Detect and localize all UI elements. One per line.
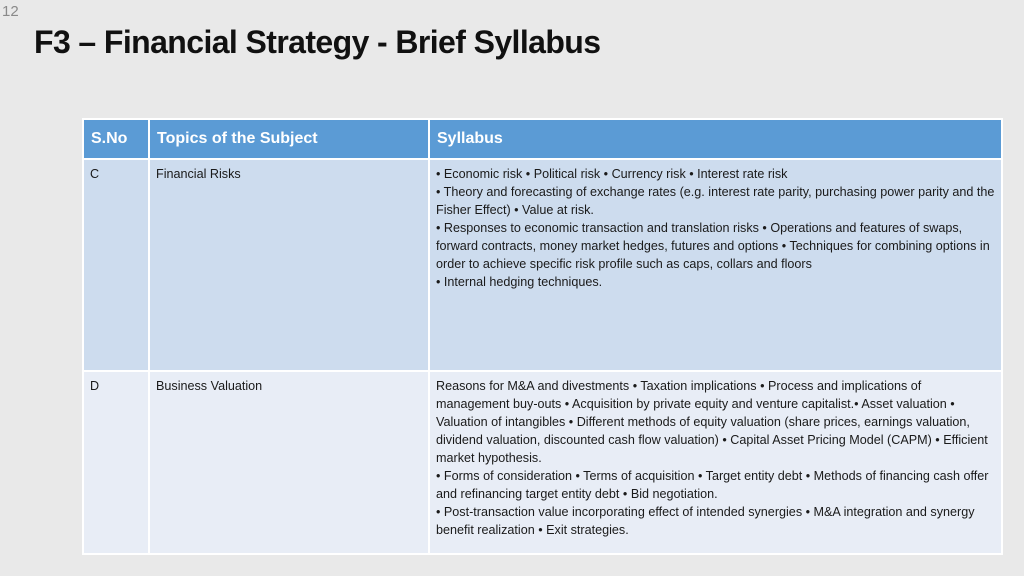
cell-topic: Financial Risks — [149, 159, 429, 371]
syllabus-line: • Responses to economic transaction and translation risks • Operations and features of swaps, forward contracts, money market hedges, futures and options • Techniques for combining options in order to achieve specific risk profile such as caps, collars and floors — [436, 221, 990, 271]
cell-sno: C — [83, 159, 149, 371]
table-row — [83, 371, 1002, 554]
syllabus-line: • Economic risk • Political risk • Currency risk • Interest rate risk — [436, 167, 788, 181]
cell-syllabus — [429, 371, 1002, 554]
header-syllabus: Syllabus — [429, 119, 1002, 159]
syllabus-line: • Forms of consideration • Terms of acquisition • Target entity debt • Methods of financing cash offer and refinancing target entity debt • Bid negotiation. — [436, 469, 989, 501]
cell-syllabus — [429, 159, 1002, 371]
syllabus-line: • Internal hedging techniques. — [436, 275, 603, 289]
page-title: F3 – Financial Strategy - Brief Syllabus — [34, 24, 601, 60]
cell-topic: Business Valuation — [149, 371, 429, 554]
syllabus-table — [82, 118, 1003, 555]
cell-sno: D — [83, 371, 149, 554]
syllabus-line: Reasons for M&A and divestments • Taxation implications • Process and implications of management buy-outs • Acquisition by private equity and venture capitalist.• Asset valuation • Valuation of intangibles • Different methods of equity valuation (share prices, earnings valuation, dividend valuation, discounted cash flow valuation) • Capital Asset Pricing Model (CAPM) • Efficient market hypothesis. — [436, 379, 988, 465]
table-row — [83, 159, 1002, 371]
syllabus-line: • Theory and forecasting of exchange rates (e.g. interest rate parity, purchasing power parity and the Fisher Effect) • Value at risk. — [436, 185, 995, 217]
table-header-row — [83, 119, 1002, 159]
header-sno: S.No — [83, 119, 149, 159]
syllabus-line: • Post-transaction value incorporating effect of intended synergies • M&A integration and synergy benefit realization • Exit strategies. — [436, 505, 975, 537]
slide-number: 12 — [2, 3, 19, 20]
header-topic: Topics of the Subject — [149, 119, 429, 159]
